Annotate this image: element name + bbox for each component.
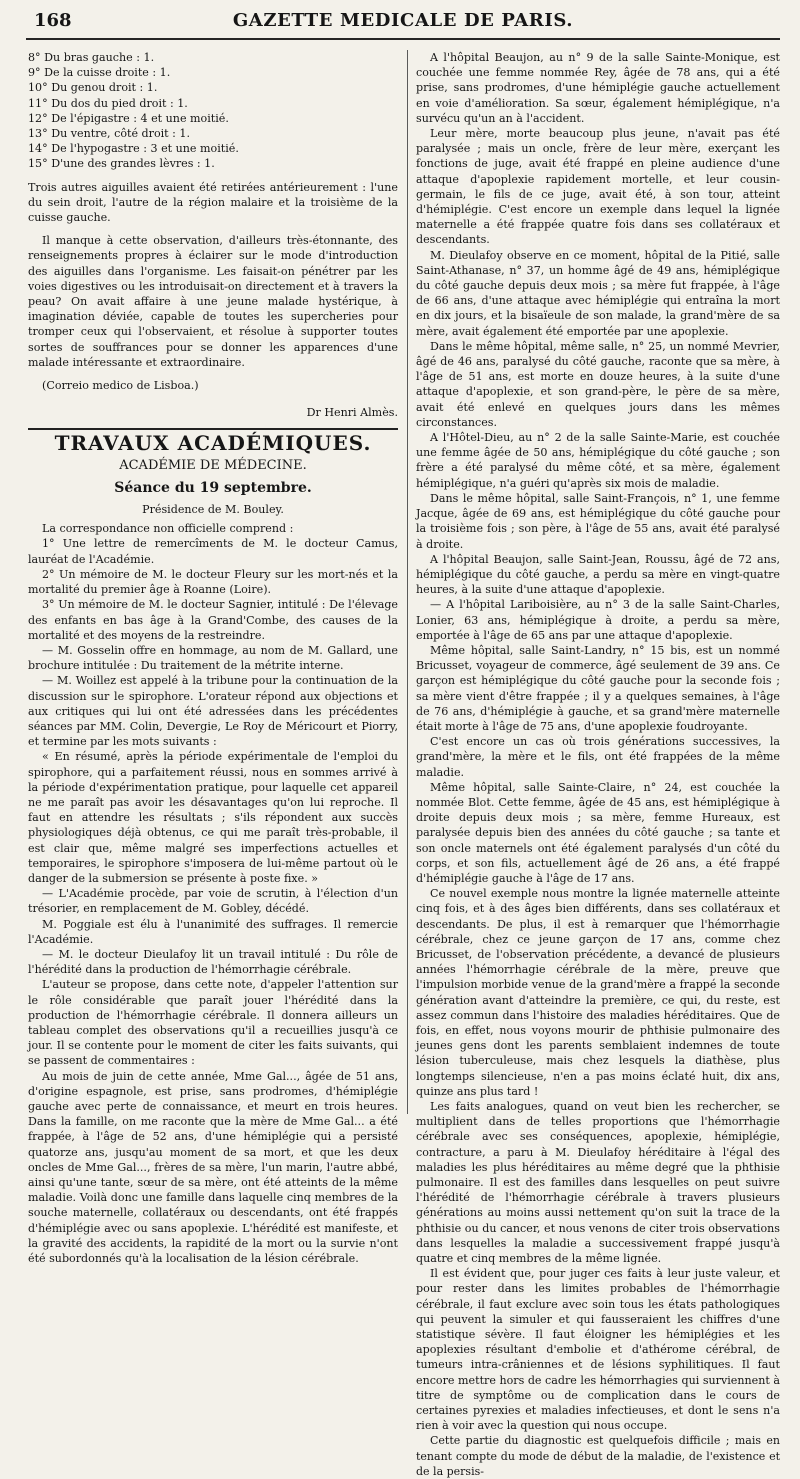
article-paragraph: Trois autres aiguilles avaient été retirées antérieurement : l'une du sein droit, l'autre de la région malaire et la troisième de la cuisse gauche.: [28, 180, 398, 225]
needle-location-list: [28, 50, 398, 172]
list-line: 9° De la cuisse droite : 1.: [28, 66, 171, 80]
election-entry: — L'Académie procède, par voie de scrutin, à l'élection d'un trésorier, en remplacement de M. Gobley, décédé.: [28, 887, 398, 916]
correspondence-intro: La correspondance non officielle comprend :: [42, 522, 294, 536]
right-column: [416, 50, 780, 1478]
list-line: 12° De l'épigastre : 4 et une moitié.: [28, 111, 229, 125]
article-paragraph: Il manque à cette observation, d'ailleurs très-étonnante, des renseignements propres à éclairer sur le mode d'introduction des aiguilles dans l'organisme. Les faisait-on pénétrer par les voies digestives ou les introduisait-on directement et à travers la peau? On avait affaire à une jeune malade hystérique, à imagination déviée, capable de toutes les supercheries pour tromper ceux qui l'observaient, et résolue à supporter toutes sortes de souffrances pour se donner les apparences d'une malade intéressante et extraordinaire.: [28, 234, 398, 369]
spacer: [28, 370, 398, 378]
case-report: A l'Hôtel-Dieu, au n° 2 de la salle Sainte-Marie, est couchée une femme âgée de 50 ans, hémiplégique du côté gauche ; son frère a été paralysé du même côté, et sa mère, également hémiplégique, n'a guéri qu'après six mois de maladie.: [416, 431, 780, 490]
list-line: 10° Du genou droit : 1.: [28, 81, 158, 95]
quoted-conclusion: « En résumé, après la période expérimentale de l'emploi du spirophore, qui a parfaitement réussi, nous en sommes arrivé à la période d'expérimentation pratique, pour laquelle cet appareil ne me paraît pas avoir les désavantages qu'on lui reproche. Il faut en attendre les résultats ; s'ils répondent aux succès physiologiques déjà obtenus, ce qui me paraît très-probable, il est clair que, même malgré ses imperfections actuelles et temporaires, le spirophore s'imposera de lui-même partout où le danger de la submersion se présente à poste fixe. »: [28, 750, 398, 885]
case-report: M. Dieulafoy observe en ce moment, hôpital de la Pitié, salle Saint-Athanase, n° 37, un homme âgé de 49 ans, hémiplégique du côté gauche depuis deux mois ; sa mère fut frappée, à l'âge de 66 ans, d'une attaque avec hémiplégie qui entraîna la mort en dix jours, et la bisaïeule de son malade, la grand'mère de sa mère, avait également été emportée par une apoplexie.: [416, 248, 780, 338]
list-line: 11° Du dos du pied droit : 1.: [28, 96, 188, 110]
case-report: Même hôpital, salle Sainte-Claire, n° 24, est couchée la nommée Blot. Cette femme, âgée de 45 ans, est hémiplégique à droite depuis deux mois ; sa mère, femme Hureaux, est paralysée depuis bien des années du côté gauche ; sa tante et son oncle maternels ont été également paralysés d'un côté du corps, et son fils, actuellement âgé de 26 ans, a été frappé d'hémiplégie gauche à l'âge de 17 ans.: [416, 780, 780, 885]
author-signature: Dr Henri Almès.: [306, 406, 398, 420]
list-line: 15° D'une des grandes lèvres : 1.: [28, 157, 215, 171]
continued-paragraph: Cette partie du diagnostic est quelquefois difficile ; mais en tenant compte du mode de début de la maladie, de l'existence et de la persis-: [416, 1434, 780, 1478]
page-number: 168: [34, 10, 72, 31]
case-report: A l'hôpital Beaujon, salle Saint-Jean, Roussu, âgé de 72 ans, hémiplégique du côté gauche, a perdu sa mère en vingt-quatre heures, à la suite d'une attaque d'apoplexie.: [416, 552, 780, 597]
poggiale-entry: M. Poggiale est élu à l'unanimité des suffrages. Il remercie l'Académie.: [28, 917, 398, 946]
gosselin-entry: — M. Gosselin offre en hommage, au nom de M. Gallard, une brochure intitulée : Du traitement de la métrite interne.: [28, 643, 398, 673]
journal-title: GAZETTE MEDICALE DE PARIS.: [232, 10, 574, 31]
case-report: Dans le même hôpital, même salle, n° 25, un nommé Mevrier, âgé de 46 ans, paralysé du côté gauche, raconte que sa mère, à l'âge de 51 ans, est morte en douze heures, à la suite d'une attaque d'apoplexie, et son grand-père, le père de sa mère, avait été enlevé en quelques jours dans les mêmes circonstances.: [416, 339, 780, 429]
list-line: 8° Du bras gauche : 1.: [28, 51, 155, 64]
case-report: Au mois de juin de cette année, Mme Gal..., âgée de 51 ans, d'origine espagnole, est prise, sans prodromes, d'hémiplégie gauche avec perte de connaissance, et meurt en trois heures. Dans la famille, on me raconte que la mère de Mme Gal... a été frappée, à l'âge de 52 ans, d'une hémiplégie qui a persisté quatorze ans, jusqu'au moment de sa mort, et que les deux oncles de Mme Gal..., frères de sa mère, l'un marin, l'autre abbé, ainsi qu'une tante, sœur de sa mère, ont été atteints de la même maladie. Voilà donc une famille dans laquelle cinq membres de la souche maternelle, collatéraux ou descendants, ont été frappés d'hémiplégie avec ou sans apoplexie. L'hérédité est manifeste, et la gravité des accidents, la rapidité de la mort ou la survie n'ont été subordonnés qu'à la localisation de la lésion cérébrale.: [28, 1069, 398, 1266]
correspondence-item: 3° Un mémoire de M. le docteur Sagnier, intitulé : De l'élevage des enfants en bas âge à la Grand'Combe, des causes de la mortalité et des moyens de la restreindre.: [28, 598, 398, 642]
analysis-paragraph: Il est évident que, pour juger ces faits à leur juste valeur, et pour rester dans les limites probables de l'hémorrhagie cérébrale, il faut exclure avec soin tous les états pathologiques qui peuvent la simuler et qui fausseraient les chiffres d'une statistique sévère. Il faut éloigner les hémiplégies et les apoplexies résultant d'embolie et d'athérome cérébral, de tumeurs intra-crâniennes et de lésions syphilitiques. Il faut encore mettre hors de cadre les hémorrhagies qui surviennent à titre de symptôme ou de complication dans le cours de certaines pyrexies et maladies infectieuses, et dont le sens n'a rien à voir avec la question qui nous occupe.: [416, 1267, 780, 1433]
header-rule: [26, 38, 780, 40]
session-heading: Séance du 19 septembre.: [114, 479, 312, 496]
spacer: [28, 225, 398, 233]
spacer: [28, 172, 398, 180]
analysis-paragraph: Les faits analogues, quand on veut bien les rechercher, se multiplient dans de telles proportions que l'hémorrhagie cérébrale avec ses conséquences, apoplexie, hémiplégie, contracture, a paru à M. Dieulafoy héréditaire à l'égal des maladies les plus héréditaires au même degré que la phthisie pulmonaire. Il est des familles dans lesquelles on peut suivre l'hérédité de l'hémorrhagie cérébrale à travers plusieurs générations au moins aussi nettement qu'on suit la trace de la phthisie ou du cancer, et nous venons de citer trois observations dans lesquelles la maladie a successivement frappé jusqu'à quatre et cinq membres de la même lignée.: [416, 1100, 780, 1266]
academy-heading: ACADÉMIE DE MÉDECINE.: [119, 457, 307, 473]
woillez-entry: — M. Woillez est appelé à la tribune pour la continuation de la discussion sur le spirophore. L'orateur répond aux objections et aux critiques qui lui ont été adressées dans les précédentes séances par MM. Colin, Devergie, Le Roy de Méricourt et Piorry, et termine par les mots suivants :: [28, 674, 398, 749]
case-report: — A l'hôpital Lariboisière, au n° 3 de la salle Saint-Charles, Lonier, 63 ans, hémiplégique à droite, a perdu sa mère, emportée à l'âge de 65 ans par une attaque d'apoplexie.: [416, 598, 780, 642]
dieulafoy-summary: L'auteur se propose, dans cette note, d'appeler l'attention sur le rôle considérable que paraît jouer l'hérédité dans la production de l'hémorrhagie cérébrale. Il donnera ailleurs un tableau complet des observations qu'il a recueillies jusqu'à ce jour. Il se contente pour le moment de citer les faits suivants, qui se passent de commentaires :: [28, 978, 398, 1068]
list-line: 14° De l'hypogastre : 3 et une moitié.: [28, 142, 239, 156]
left-column: [28, 50, 398, 1266]
analysis-paragraph: Ce nouvel exemple nous montre la lignée maternelle atteinte cinq fois, et à des âges bien différents, dans ses collatéraux et descendants. De plus, il est à remarquer que l'hémorrhagie cérébrale, chez ce jeune garçon de 17 ans, comme chez Bricusset, de l'observation précédente, a devancé de plusieurs années l'hémorrhagie cérébrale de la mère, preuve que l'impulsion morbide venue de la grand'mère a frappé la seconde génération avant d'atteindre la première, ce qui, du reste, est assez commun dans l'histoire des maladies héréditaires. Que de fois, en effet, nous voyons mourir de phthisie pulmonaire des jeunes gens dont les parents semblaient indemnes de toute lésion tuberculeuse, mais chez lesquels la diathèse, plus longtemps silencieuse, n'en a pas moins éclaté huit, dix ans, quinze ans plus tard !: [416, 887, 780, 1098]
list-line: 13° Du ventre, côté droit : 1.: [28, 127, 191, 141]
case-report: C'est encore un cas où trois générations successives, la grand'mère, la mère et le fils, ont été frappées de la même maladie.: [416, 735, 780, 779]
source-note: (Correio medico de Lisboa.): [42, 379, 199, 393]
session-chair: Présidence de M. Bouley.: [142, 503, 284, 517]
section-rule: [28, 428, 398, 430]
page-header: [26, 4, 780, 44]
correspondence-item: 1° Une lettre de remercîments de M. le docteur Camus, lauréat de l'Académie.: [28, 537, 398, 566]
case-report: Leur mère, morte beaucoup plus jeune, n'avait pas été paralysée ; mais un oncle, frère de leur mère, exerçant les fonctions de juge, avait été frappé en pleine audience d'une attaque d'apoplexie rapidement mortelle, et leur cousin-germain, le fils de ce juge, avait été, à son tour, atteint d'hémiplégie. C'est encore un exemple dans lequel la lignée maternelle a été frappée quatre fois dans ses collatéraux et descendants.: [416, 127, 780, 247]
dieulafoy-title: — M. le docteur Dieulafoy lit un travail intitulé : Du rôle de l'hérédité dans la production de l'hémorrhagie cérébrale.: [28, 947, 398, 977]
case-report: A l'hôpital Beaujon, au n° 9 de la salle Sainte-Monique, est couchée une femme nommée Rey, âgée de 78 ans, qui a été prise, sans prodromes, d'une hémiplégie gauche actuellement en voie d'amélioration. Sa sœur, également hémiplégique, n'a survécu qu'un an à l'accident.: [416, 51, 780, 125]
correspondence-item: 2° Un mémoire de M. le docteur Fleury sur les mort-nés et la mortalité du premier âge à Roanne (Loire).: [28, 567, 398, 597]
column-divider: [407, 50, 408, 1114]
case-report: Dans le même hôpital, salle Saint-François, n° 1, une femme Jacque, âgée de 69 ans, est hémiplégique du côté gauche pour la troisième fois ; son père, à l'âge de 55 ans, avait été paralysé à droite.: [416, 491, 780, 551]
section-title: TRAVAUX ACADÉMIQUES.: [54, 431, 372, 456]
case-report: Même hôpital, salle Saint-Landry, n° 15 bis, est un nommé Bricusset, voyageur de commerce, âgé seulement de 39 ans. Ce garçon est hémiplégique du côté gauche pour la seconde fois ; sa mère vient d'être frappée ; il y a quelques semaines, à l'âge de 76 ans, d'hémiplégie à gauche, et sa grand'mère maternelle était morte à l'âge de 75 ans, d'une apoplexie foudroyante.: [416, 643, 780, 733]
